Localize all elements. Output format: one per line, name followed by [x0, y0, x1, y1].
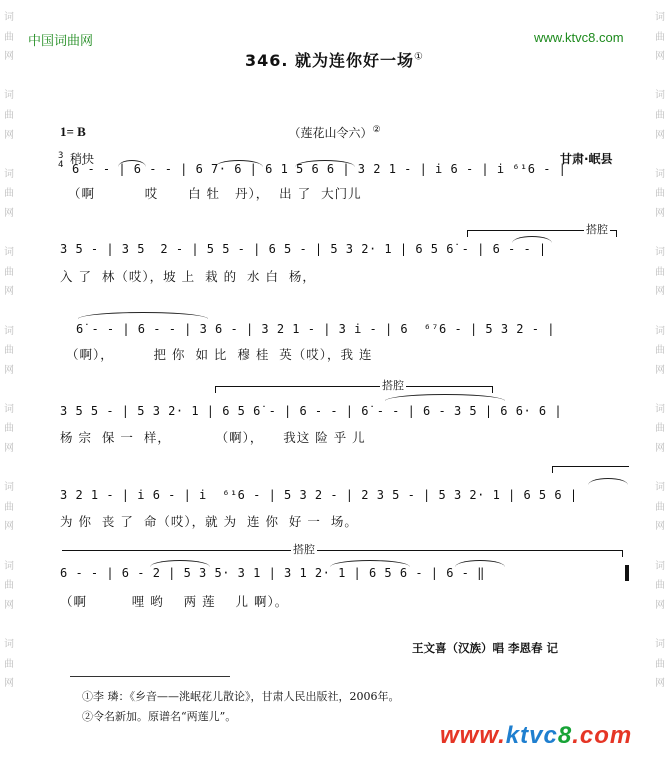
- time-signature: 3 4: [58, 151, 64, 170]
- dapiang-bracket: [215, 386, 493, 393]
- dapiang-bracket: [552, 466, 629, 473]
- footnote-2: ②令名新加。原谱名“两莲儿”。: [82, 710, 237, 723]
- score-row-3-lyrics: （啊）， 把 你 如 比 穆 桂 英（哎），我 连: [66, 347, 373, 362]
- dapiang-label: 搭腔: [293, 543, 315, 556]
- score-row-2-notes: 3 5 - | 3 5 2 - | 5 5 - | 6 5 - | 5 3 2· 1 | 6 5 6̇ - | 6 - - |: [60, 242, 547, 256]
- score-row-1-lyrics: （啊 哎 白 牡 丹）， 出 了 大门儿: [68, 186, 362, 201]
- final-barline: [625, 565, 629, 581]
- performer-credit: 王文喜（汉族）唱 李恩春 记: [412, 641, 559, 655]
- footnote-rule: [70, 676, 230, 677]
- score-row-2-lyrics: 入 了 林（哎），坡 上 栽 的 水 白 杨，: [60, 269, 316, 284]
- score-row-4-lyrics: 杨 宗 保 一 样， （啊）， 我这 险 乎 儿: [60, 430, 366, 445]
- watermark-ktvc: ktvc: [505, 722, 558, 749]
- watermark-www: www.: [440, 722, 506, 749]
- dapiang-label: 搭腔: [382, 379, 404, 392]
- song-subtitle: （莲花山令六）②: [288, 125, 381, 140]
- score-row-3-notes: 6̇ - - | 6 - - | 3 6 - | 3 2 1 - | 3 i - | 6 ⁶⁷6 - | 5 3 2 - |: [76, 322, 555, 336]
- side-watermark-right: 词 曲 网 词 曲 网 词 曲 网 词 曲 网 词 曲 网 词 曲 网 词 曲 网 词 曲 网 词 曲 网: [655, 12, 665, 690]
- dapiang-label: 搭腔: [586, 223, 608, 236]
- slur: [385, 394, 505, 401]
- region-label: 甘肃·岷县: [560, 152, 613, 166]
- side-watermark-left: 词 曲 网 词 曲 网 词 曲 网 词 曲 网 词 曲 网 词 曲 网 词 曲 网 词 曲 网 词 曲 网: [4, 12, 14, 690]
- watermark-com: .com: [572, 722, 633, 749]
- dapiang-bracket: [62, 550, 623, 557]
- song-title: 346. 就为连你好一场①: [244, 51, 425, 70]
- site-name-left[interactable]: 中国词曲网: [28, 34, 94, 49]
- score-row-5-notes: 3 2 1 - | i 6 - | i ⁶¹6 - | 5 3 2 - | 2 3 5 - | 5 3 2· 1 | 6 5 6 |: [60, 488, 578, 502]
- score-row-5-lyrics: 为 你 丧 了 命（哎），就 为 连 你 好 一 场。: [60, 514, 358, 529]
- key-signature: 1= B: [60, 124, 86, 139]
- score-row-6-lyrics: （啊 哩 哟 两 莲 儿 啊）。: [60, 594, 289, 609]
- score-row-4-notes: 3 5 5 - | 5 3 2· 1 | 6 5 6̇ - | 6 - - | 6̇ - - | 6 - 3 5 | 6 6· 6 |: [60, 404, 563, 418]
- subtitle-footnote-mark: ②: [372, 125, 381, 135]
- tempo-marking: 稍快: [70, 152, 95, 166]
- slur: [78, 312, 208, 319]
- score-row-1-notes: 6̇ - - | 6 - - | 6 7· 6 | 6 1 5 6 6 | 3 2 1 - | i 6 - | i ⁶¹6 - |: [72, 162, 567, 176]
- site-url-right[interactable]: www.ktvc8.com: [534, 30, 624, 45]
- slur: [588, 478, 628, 485]
- score-row-6-notes: 6 - - | 6 - 2 | 5 3 5· 3 1 | 3 1 2· 1 | 6 5 6 - | 6 - ‖: [60, 566, 485, 580]
- title-footnote-mark: ①: [414, 51, 425, 63]
- site-watermark-logo[interactable]: [440, 722, 632, 750]
- watermark-8: 8: [557, 722, 573, 749]
- footnote-1: ①李 璘：《乡音——洮岷花儿散论》，甘肃人民出版社，2006年。: [82, 690, 400, 703]
